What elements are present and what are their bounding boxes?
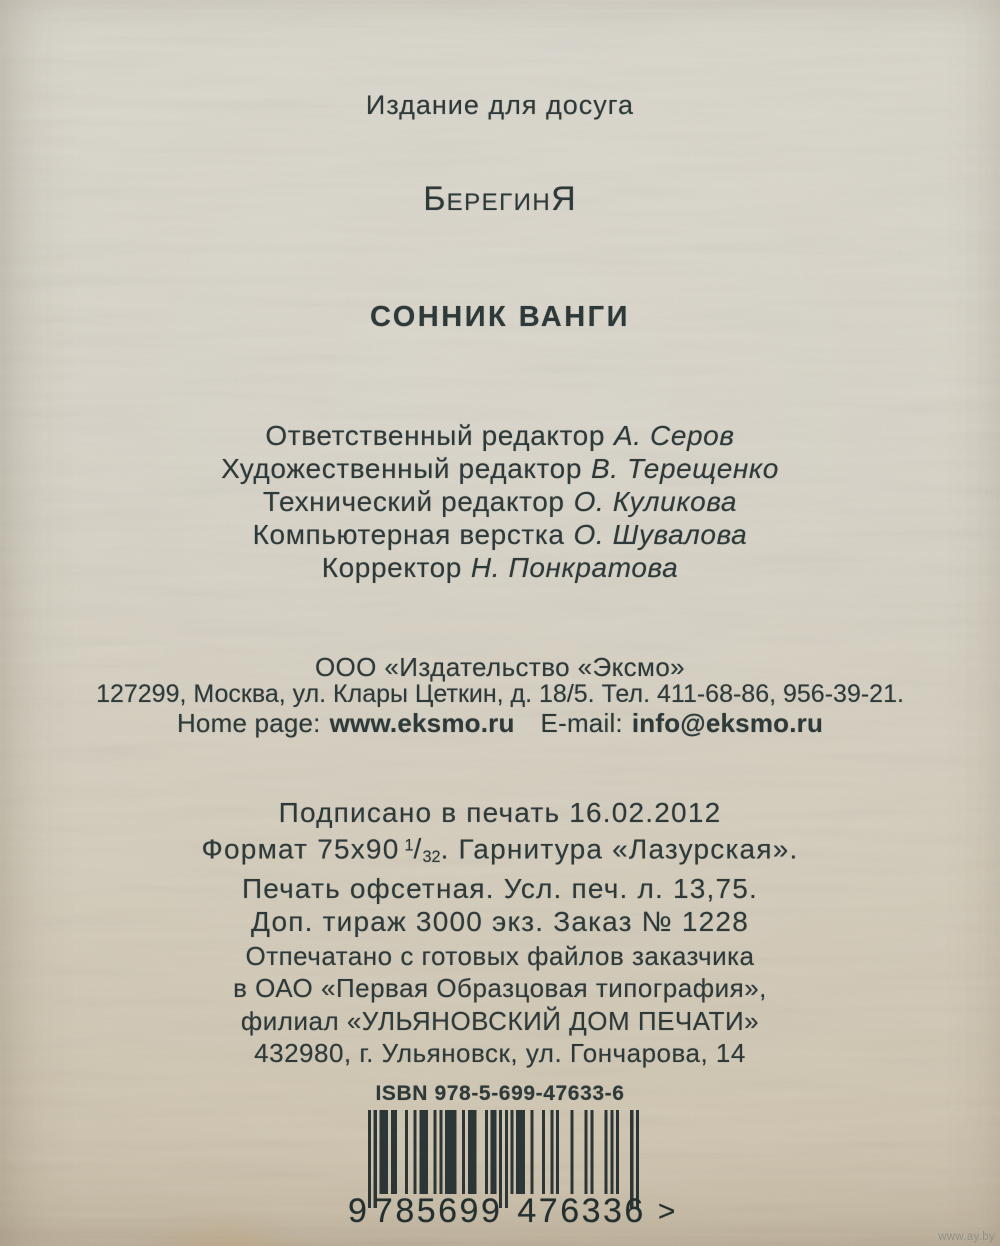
print-offset-line: Печать офсетная. Усл. печ. л. 13,75. xyxy=(241,873,759,905)
barcode-digit-group1: 785699 xyxy=(373,1192,503,1230)
email-label: E-mail: xyxy=(540,708,623,738)
barcode-digits xyxy=(348,1192,675,1231)
printing-house-line2: в ОАО «Первая Образцовая типография», xyxy=(233,973,767,1004)
edition-category: Издание для досуга xyxy=(365,90,635,120)
book-title: СОННИК ВАНГИ xyxy=(370,301,630,333)
series-name xyxy=(0,180,1000,219)
printing-house-line1: Отпечатано с готовых файлов заказчика xyxy=(245,941,755,971)
print-format-line xyxy=(0,830,1000,874)
publisher-address: 127299, Москва, ул. Клары Цеткин, д. 18/5. Тел. 411-68-86, 956-39-21. xyxy=(96,680,904,708)
credit-role: Корректор xyxy=(321,552,462,583)
series-first-letter: Б xyxy=(423,180,447,218)
credit-line-layout xyxy=(0,518,1000,551)
printing-house-line4: 432980, г. Ульяновск, ул. Гончарова, 14 xyxy=(254,1037,746,1068)
credit-name: А. Серов xyxy=(613,420,735,451)
credit-name: О. Шувалова xyxy=(573,519,748,550)
format-suffix: . Гарнитура «Лазурская». xyxy=(440,832,799,864)
fraction-denominator: 32 xyxy=(422,847,441,866)
email-address: info@eksmo.ru xyxy=(631,708,824,738)
barcode-digit-group2: 476336 xyxy=(517,1192,646,1230)
fraction-numerator: 1 xyxy=(404,836,414,855)
site-watermark: www.ay.by xyxy=(938,1231,995,1243)
finger-shadow xyxy=(128,1212,318,1246)
barcode-end-marker: > xyxy=(657,1195,676,1228)
credit-role: Технический редактор xyxy=(262,486,565,517)
credit-name: Н. Понкратова xyxy=(470,552,679,583)
credit-line-tech-editor xyxy=(0,485,1000,518)
homepage-url: www.eksmo.ru xyxy=(329,708,515,738)
series-middle-letters: ЕРЕГИН xyxy=(446,189,552,216)
series-last-letter: Я xyxy=(551,180,577,218)
print-info-block xyxy=(0,797,1000,938)
publisher-name: ООО «Издательство «Эксмо» xyxy=(314,652,686,682)
credit-line-editor xyxy=(0,419,1000,452)
credit-role: Художественный редактор xyxy=(221,453,583,484)
format-prefix: Формат 75х90 xyxy=(201,832,400,864)
printing-house-line3: филиал «УЛЬЯНОВСКИЙ ДОМ ПЕЧАТИ» xyxy=(240,1005,760,1036)
credit-name: В. Терещенко xyxy=(590,453,779,484)
barcode-first-digit: 9 xyxy=(348,1192,367,1230)
print-tirazh-line: Доп. тираж 3000 экз. Заказ № 1228 xyxy=(251,905,749,937)
fraction-slash: / xyxy=(413,832,423,864)
homepage-label: Home page: xyxy=(176,708,321,738)
printing-house-block xyxy=(0,940,1000,1069)
credit-line-proofreader xyxy=(0,551,1000,584)
credit-role: Ответственный редактор xyxy=(265,420,606,451)
publisher-contacts xyxy=(0,708,1000,739)
credit-line-art-editor xyxy=(0,452,1000,485)
credits-block xyxy=(0,419,1000,584)
credit-name: О. Куликова xyxy=(573,486,738,517)
credit-role: Компьютерная верстка xyxy=(252,519,565,550)
format-fraction xyxy=(404,833,440,864)
isbn-label: ISBN 978-5-699-47633-6 xyxy=(375,1082,625,1105)
print-signed-date: Подписано в печать 16.02.2012 xyxy=(278,797,722,828)
